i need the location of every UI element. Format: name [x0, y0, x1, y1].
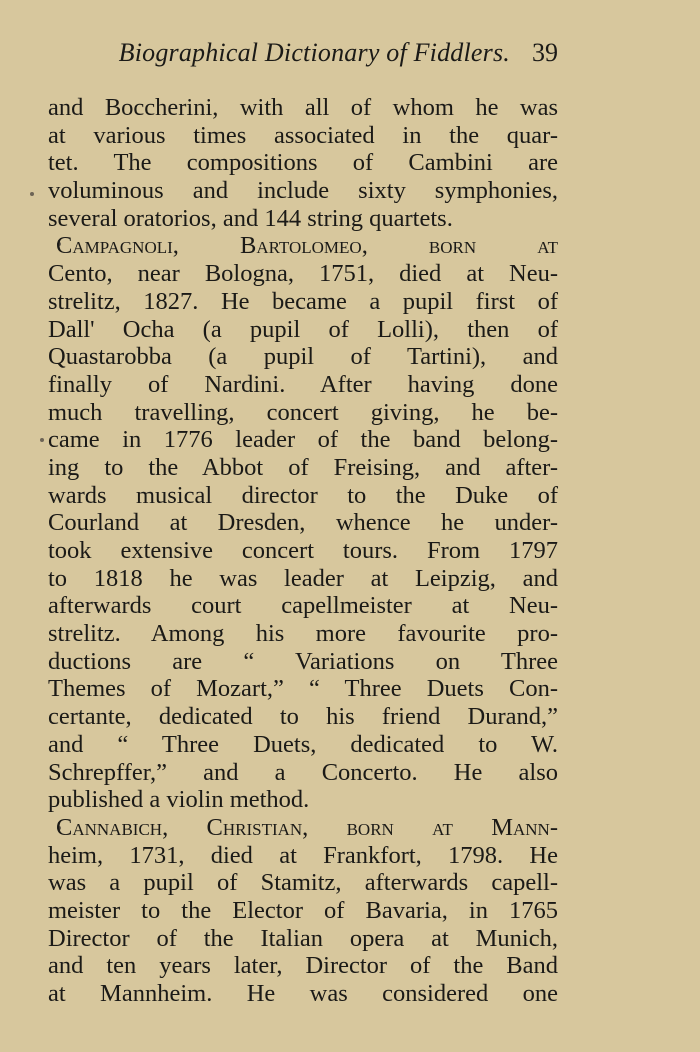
- margin-mark: [30, 192, 34, 196]
- text-line: Director of the Italian opera at Munich,: [48, 924, 558, 952]
- body-text: [48, 94, 558, 1008]
- text-line: meister to the Elector of Bavaria, in 1765: [48, 896, 558, 924]
- text-line: afterwards court capellmeister at Neu-: [48, 592, 558, 620]
- text-line: heim, 1731, died at Frankfort, 1798. He: [48, 841, 558, 869]
- text-line: Dall' Ocha (a pupil of Lolli), then of: [48, 315, 558, 343]
- page-number: 39: [532, 38, 558, 67]
- text-line: strelitz. Among his more favourite pro-: [48, 620, 558, 648]
- text-line: finally of Nardini. After having done: [48, 370, 558, 398]
- text-line: came in 1776 leader of the band belong-: [48, 426, 558, 454]
- text-line: wards musical director to the Duke of: [48, 481, 558, 509]
- text-line: at Mannheim. He was considered one: [48, 980, 558, 1007]
- text-line: strelitz, 1827. He became a pupil first of: [48, 287, 558, 315]
- entry-heading-line: Cannabich, Christian, born at Mann-: [56, 813, 558, 841]
- text-line: ductions are “ Variations on Three: [48, 647, 558, 675]
- text-line: and Boccherini, with all of whom he was: [48, 94, 558, 121]
- text-line: was a pupil of Stamitz, afterwards capell-: [48, 869, 558, 897]
- text-line: tet. The compositions of Cambini are: [48, 149, 558, 177]
- text-line: ing to the Abbot of Freising, and after-: [48, 453, 558, 481]
- text-line: at various times associated in the quar-: [48, 121, 558, 149]
- text-line: Quastarobba (a pupil of Tartini), and: [48, 343, 558, 371]
- text-line: and ten years later, Director of the Band: [48, 952, 558, 980]
- text-line: voluminous and include sixty symphonies,: [48, 177, 558, 205]
- text-line: and “ Three Duets, dedicated to W.: [48, 730, 558, 758]
- text-line: to 1818 he was leader at Leipzig, and: [48, 564, 558, 592]
- text-line: took extensive concert tours. From 1797: [48, 537, 558, 564]
- page-header: [48, 38, 558, 78]
- text-line: Cento, near Bologna, 1751, died at Neu-: [48, 260, 558, 288]
- text-line: Schrepffer,” and a Concerto. He also: [48, 758, 558, 786]
- text-line: Courland at Dresden, whence he under-: [48, 509, 558, 537]
- text-line: published a violin method.: [48, 786, 310, 814]
- text-line: certante, dedicated to his friend Durand,”: [48, 703, 558, 731]
- text-line: Themes of Mozart,” “ Three Duets Con-: [48, 675, 558, 703]
- text-line: several oratorios, and 144 string quartets.: [48, 204, 453, 232]
- text-line: much travelling, concert giving, he be-: [48, 398, 558, 426]
- entry-heading-line: Campagnoli, Bartolomeo, born at: [56, 232, 558, 260]
- margin-mark: [40, 438, 44, 442]
- running-title: Biographical Dictionary of Fiddlers.: [118, 38, 510, 67]
